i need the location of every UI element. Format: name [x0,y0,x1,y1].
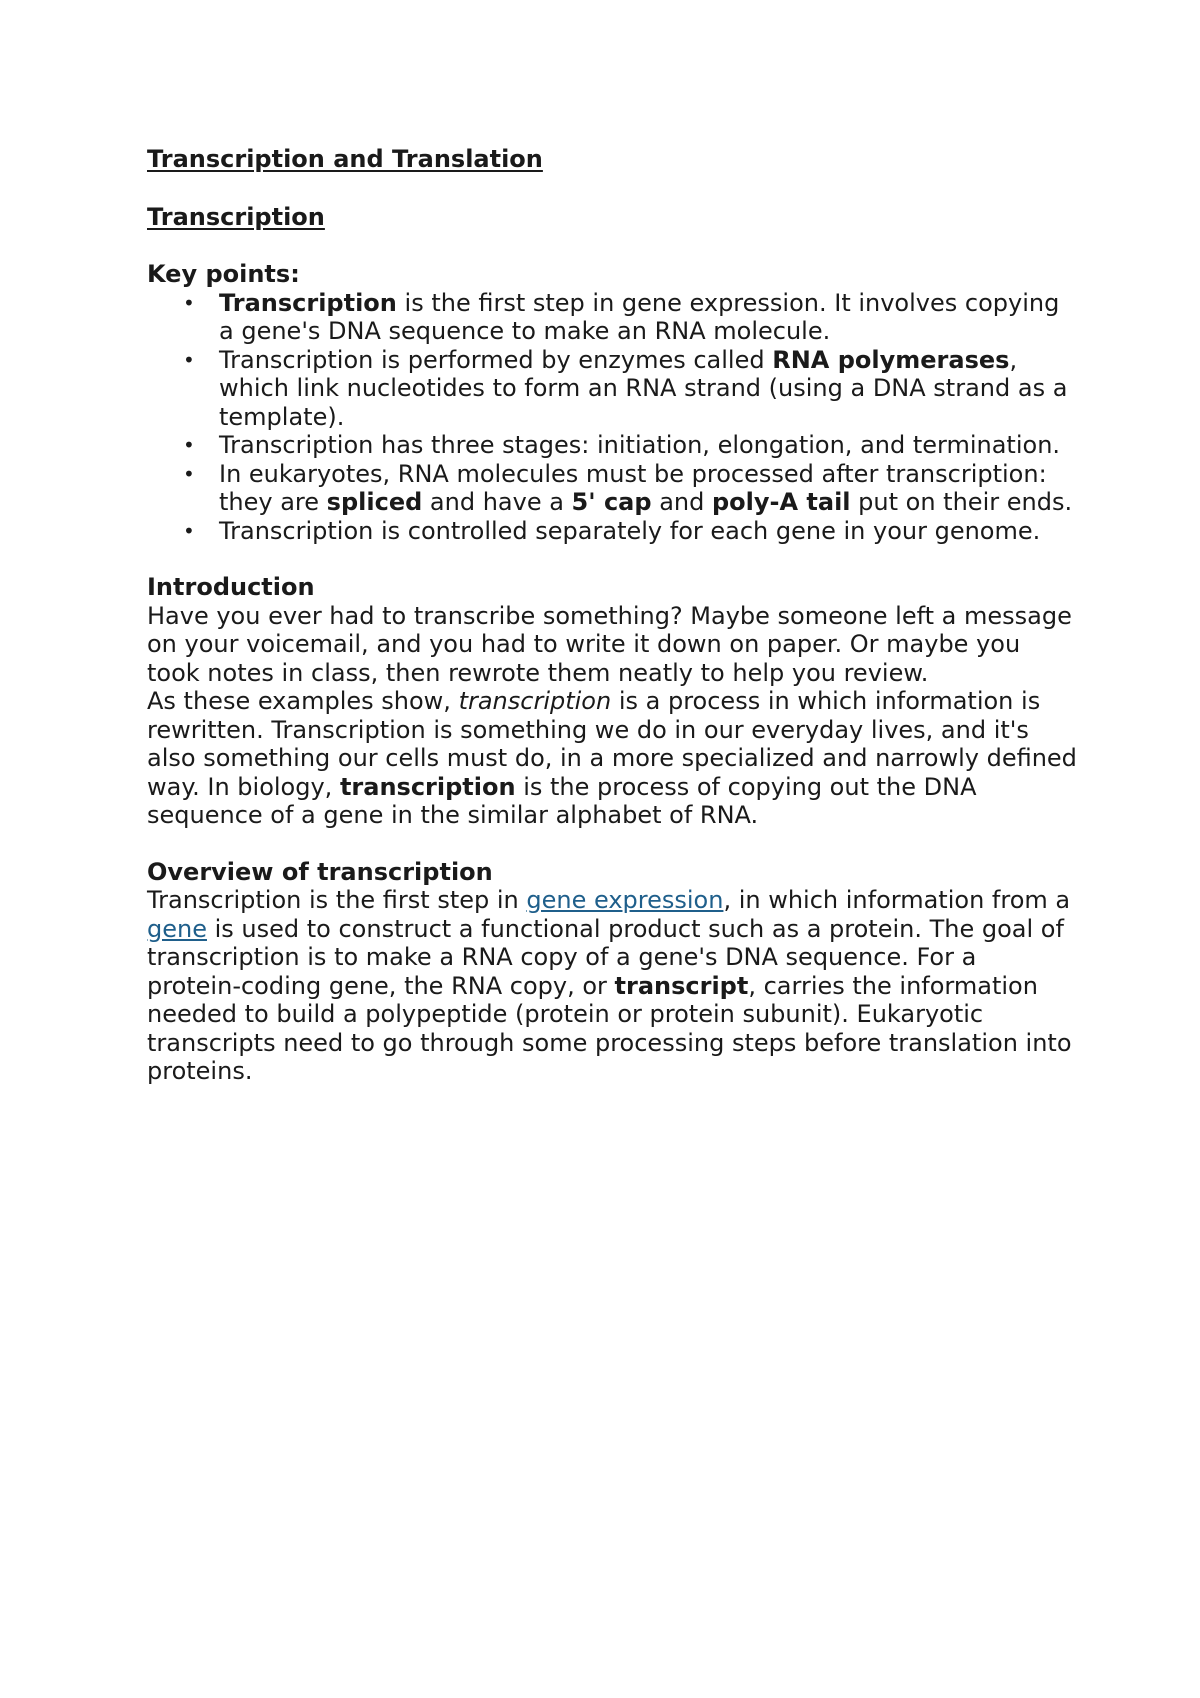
text-run: Transcription is performed by enzymes called [219,345,773,374]
bullet-icon: • [183,461,195,486]
text-run: , carries the information needed to build a polypeptide (protein or protein subunit). Eukaryotic transcripts need to go through some processing steps before translation into proteins. [147,971,1072,1085]
text-run: is used to construct a functional product such as a protein. The goal of transcription is to make a RNA copy of a gene's DNA sequence. For a protein-coding gene, the RNA copy, or [147,914,1064,1000]
text-run: is a process in which information is rewritten. Transcription is something we do in our everyday lives, and it's also something our cells must do, in a more specialized and narrowly defined way. In biology, [147,687,1077,801]
text-run: , in which information from a [723,886,1071,914]
introduction-heading: Introduction [147,573,315,601]
text-run: , which link nucleotides to form an RNA strand (using a DNA strand as a template). [219,345,1068,431]
list-item [147,517,1077,546]
bullet-icon: • [183,433,195,457]
list-item [147,289,1077,346]
key-points-heading: Key points: [147,260,300,288]
gene-expression-link[interactable]: gene expression [526,886,724,914]
gene-link[interactable]: gene [147,914,207,943]
bold-term: transcript [614,971,749,1000]
introduction-paragraph-1: Have you ever had to transcribe something? Maybe someone left a message on your voicemail, and you had to write it down on paper. Or maybe you took notes in class, then rewrote them neatly to help you review. [147,601,1072,687]
text-run: and have a [422,488,572,516]
bullet-icon: • [183,518,195,543]
bold-term: spliced [326,488,423,516]
list-item [147,431,1077,460]
list-item [147,346,1077,432]
document-title: Transcription and Translation [147,145,543,173]
list-item [147,460,1077,517]
section-title-transcription: Transcription [147,202,325,231]
bullet-icon: • [183,347,195,372]
bold-term: Transcription [219,288,397,317]
text-run: Transcription is controlled separately for each gene in your genome. [219,516,1041,545]
bold-term: poly-A tail [711,488,851,516]
overview-paragraph [147,886,1077,1086]
text-run: As these examples show, [147,687,459,715]
text-run: Transcription is the first step in [147,886,527,914]
text-run: is the process of copying out the DNA sequence of a gene in the similar alphabet of RNA. [147,772,977,829]
bold-term: 5' cap [571,488,652,516]
bold-term: RNA polymerases [772,345,1010,374]
introduction-paragraph-2 [147,687,1077,830]
text-run: and [651,488,712,516]
document-body [147,145,1077,1086]
bold-term: transcription [339,772,516,801]
text-run: put on their ends. [850,488,1073,516]
key-points-list [147,289,1077,546]
italic-term: transcription [458,687,612,715]
text-run: Transcription has three stages: initiation, elongation, and termination. [219,431,1061,459]
text-run: is the first step in gene expression. It involves copying a gene's DNA sequence to make an RNA molecule. [219,288,1060,345]
bullet-icon: • [183,290,195,315]
text-run: In eukaryotes, RNA molecules must be processed after transcription: they are [219,459,1047,516]
overview-heading: Overview of transcription [147,857,493,886]
